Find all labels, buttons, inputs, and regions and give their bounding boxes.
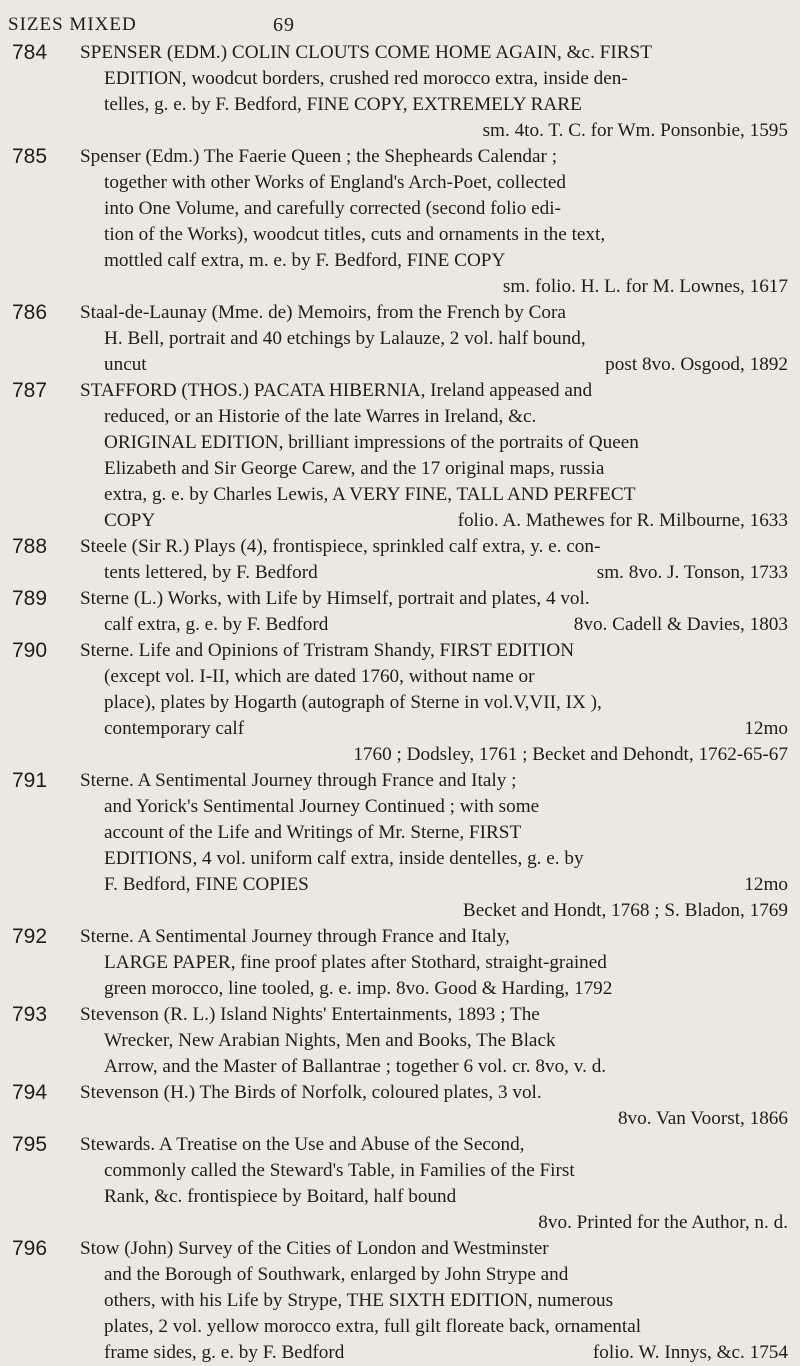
- entry-line: Sterne. Life and Opinions of Tristram Shandy, FIRST EDITION: [80, 640, 575, 661]
- entry-line: (except vol. I-II, which are dated 1760, without name or: [104, 666, 535, 687]
- entry-line: Elizabeth and Sir George Carew, and the 17 original maps, russia: [104, 458, 605, 479]
- entry-line: sm. 4to. T. C. for Wm. Ponsonbie, 1595: [482, 120, 788, 141]
- entry-line: Stow (John) Survey of the Cities of London and Westminster: [80, 1238, 549, 1259]
- entry-line: Becket and Hondt, 1768 ; S. Bladon, 1769: [462, 900, 788, 921]
- entry-line: frame sides, g. e. by F. Bedford folio. W. Innys, &c. 1754: [104, 1342, 788, 1363]
- entry-line: and Yorick's Sentimental Journey Continued ; with some: [104, 796, 540, 817]
- entry-line: 8vo. Van Voorst, 1866: [617, 1108, 788, 1129]
- entry-line: 1760 ; Dodsley, 1761 ; Becket and Dehondt, 1762-65-67: [353, 744, 788, 765]
- entry-line: Staal-de-Launay (Mme. de) Memoirs, from the French by Cora: [80, 302, 566, 323]
- entry-line: uncut post 8vo. Osgood, 1892: [104, 354, 788, 375]
- lot-number: 787: [12, 379, 48, 402]
- lot-number: 786: [12, 301, 48, 324]
- lot-number: 788: [12, 535, 48, 558]
- catalogue-entry: [0, 40, 800, 144]
- entry-line: H. Bell, portrait and 40 etchings by Lalauze, 2 vol. half bound,: [104, 328, 586, 349]
- entry-line: Wrecker, New Arabian Nights, Men and Books, The Black: [104, 1030, 556, 1051]
- entry-line: EDITIONS, 4 vol. uniform calf extra, inside dentelles, g. e. by: [104, 848, 584, 869]
- lot-number: 792: [12, 925, 48, 948]
- entry-line: Arrow, and the Master of Ballantrae ; together 6 vol. cr. 8vo, v. d.: [104, 1056, 607, 1077]
- entry-line: EDITION, woodcut borders, crushed red morocco extra, inside den-: [104, 68, 628, 89]
- entry-line: tents lettered, by F. Bedford sm. 8vo. J. Tonson, 1733: [104, 562, 788, 583]
- entry-line: commonly called the Steward's Table, in Families of the First: [104, 1160, 575, 1181]
- entry-line: mottled calf extra, m. e. by F. Bedford, FINE COPY: [104, 250, 506, 271]
- entry-line: Stewards. A Treatise on the Use and Abuse of the Second,: [80, 1134, 525, 1155]
- entry-line: calf extra, g. e. by F. Bedford 8vo. Cadell & Davies, 1803: [104, 614, 788, 635]
- section-heading: SIZES MIXED: [8, 14, 137, 35]
- catalogue-entry: [0, 638, 800, 768]
- catalogue-entry: [0, 924, 800, 1002]
- entry-line: COPY folio. A. Mathewes for R. Milbourne, 1633: [104, 510, 788, 531]
- entry-line: reduced, or an Historie of the late Warres in Ireland, &c.: [104, 406, 537, 427]
- lot-number: 794: [12, 1081, 48, 1104]
- entry-line: F. Bedford, FINE COPIES 12mo: [104, 874, 788, 895]
- entry-line: sm. folio. H. L. for M. Lownes, 1617: [502, 276, 788, 297]
- entry-line: telles, g. e. by F. Bedford, FINE COPY, EXTREMELY RARE: [104, 94, 582, 115]
- entry-line: extra, g. e. by Charles Lewis, A VERY FINE, TALL AND PERFECT: [104, 484, 636, 505]
- entry-line: ORIGINAL EDITION, brilliant impressions of the portraits of Queen: [104, 432, 639, 453]
- entry-line: plates, 2 vol. yellow morocco extra, full gilt floreate back, ornamental: [104, 1316, 642, 1337]
- entry-line: Steele (Sir R.) Plays (4), frontispiece, sprinkled calf extra, y. e. con-: [80, 536, 601, 557]
- catalogue-entry: [0, 144, 800, 300]
- entry-line: Rank, &c. frontispiece by Boitard, half bound: [104, 1186, 457, 1207]
- page-header: [8, 8, 790, 42]
- entry-line: Stevenson (R. L.) Island Nights' Entertainments, 1893 ; The: [80, 1004, 540, 1025]
- catalogue-entry: [0, 1236, 800, 1366]
- lot-number: 795: [12, 1133, 48, 1156]
- entry-line: Stevenson (H.) The Birds of Norfolk, coloured plates, 3 vol.: [80, 1082, 542, 1103]
- catalogue-entry: [0, 378, 800, 534]
- lot-number: 784: [12, 41, 48, 64]
- lot-number: 785: [12, 145, 48, 168]
- lot-number: 789: [12, 587, 48, 610]
- catalogue-entry: [0, 300, 800, 378]
- entry-line: into One Volume, and carefully corrected (second folio edi-: [104, 198, 561, 219]
- catalogue-entry: [0, 768, 800, 924]
- entry-line: together with other Works of England's Arch-Poet, collected: [104, 172, 566, 193]
- entry-line: and the Borough of Southwark, enlarged by John Strype and: [104, 1264, 569, 1285]
- entry-line: STAFFORD (THOS.) PACATA HIBERNIA, Ireland appeased and: [80, 380, 593, 401]
- lot-number: 790: [12, 639, 48, 662]
- catalogue-entry: [0, 586, 800, 638]
- entry-line: SPENSER (EDM.) COLIN CLOUTS COME HOME AGAIN, &c. FIRST: [80, 42, 652, 63]
- entry-line: others, with his Life by Strype, THE SIXTH EDITION, numerous: [104, 1290, 614, 1311]
- entry-line: contemporary calf 12mo: [104, 718, 788, 739]
- entry-line: tion of the Works), woodcut titles, cuts and ornaments in the text,: [104, 224, 606, 245]
- catalogue-entries: [0, 40, 800, 1366]
- catalogue-entry: [0, 1080, 800, 1132]
- entry-line: green morocco, line tooled, g. e. imp. 8vo. Good & Harding, 1792: [104, 978, 613, 999]
- entry-line: 8vo. Printed for the Author, n. d.: [538, 1212, 788, 1233]
- catalogue-entry: [0, 1132, 800, 1236]
- entry-line: LARGE PAPER, fine proof plates after Stothard, straight-grained: [104, 952, 607, 973]
- lot-number: 791: [12, 769, 48, 792]
- entry-line: account of the Life and Writings of Mr. Sterne, FIRST: [104, 822, 522, 843]
- entry-line: Sterne. A Sentimental Journey through France and Italy ;: [80, 770, 517, 791]
- lot-number: 796: [12, 1237, 48, 1260]
- catalogue-entry: [0, 534, 800, 586]
- catalogue-entry: [0, 1002, 800, 1080]
- entry-line: place), plates by Hogarth (autograph of Sterne in vol.V,VII, IX ),: [104, 692, 602, 713]
- entry-line: Spenser (Edm.) The Faerie Queen ; the Shepheards Calendar ;: [80, 146, 558, 167]
- entry-line: Sterne (L.) Works, with Life by Himself, portrait and plates, 4 vol.: [80, 588, 590, 609]
- page-number: 69: [273, 14, 295, 36]
- lot-number: 793: [12, 1003, 48, 1026]
- entry-line: Sterne. A Sentimental Journey through France and Italy,: [80, 926, 510, 947]
